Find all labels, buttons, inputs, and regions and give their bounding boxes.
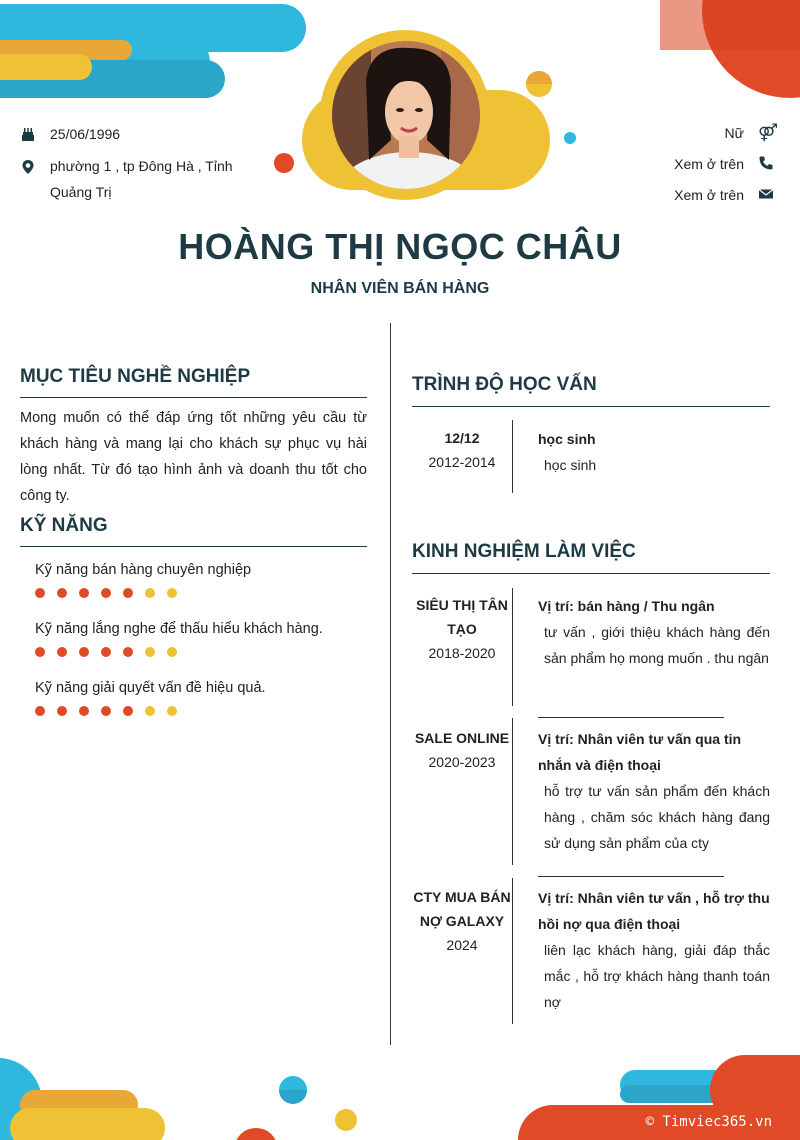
candidate-name: HOÀNG THỊ NGỌC CHÂU [178, 226, 622, 267]
objective-heading: MỤC TIÊU NGHỀ NGHIỆP [20, 366, 251, 387]
skill-rating [35, 647, 177, 657]
education-item-separator [512, 420, 513, 493]
experience-years: 2020-2023 [428, 754, 496, 770]
experience-company-1 [412, 593, 512, 665]
email-text: Xem ở trên [674, 187, 744, 203]
skills-divider [20, 546, 367, 547]
experience-company-name: SIÊU THỊ TÂN TẠO [416, 597, 508, 637]
education-dates [412, 426, 512, 474]
skill-rating-dot [79, 588, 89, 598]
skill-rating-dot [79, 647, 89, 657]
experience-details-1 [538, 593, 770, 671]
phone-icon [758, 155, 776, 173]
education-heading: TRÌNH ĐỘ HỌC VẤN [412, 374, 597, 395]
birthday-cake-icon [20, 126, 36, 142]
experience-item-divider [538, 717, 724, 718]
experience-description: liên lạc khách hàng, giải đáp thắc mắc , hỗ trợ khách hàng thanh toán nợ [544, 942, 770, 1010]
location-pin-icon [20, 157, 36, 173]
skill-rating-dot [35, 706, 45, 716]
experience-position: Vị trí: Nhân viên tư vấn , hỗ trợ thu hồi nợ qua điện thoại [538, 890, 770, 932]
objective-divider [20, 397, 367, 398]
skill-rating-dot [57, 588, 67, 598]
address-text: phường 1 , tp Đông Hà , Tỉnh Quảng Trị [50, 158, 233, 200]
experience-company-2 [412, 726, 512, 774]
skill-rating-dot [101, 706, 111, 716]
envelope-icon [758, 186, 776, 204]
skill-rating-dot [167, 588, 177, 598]
skill-rating-dot [35, 647, 45, 657]
skill-rating-dot [57, 706, 67, 716]
skill-rating-dot [79, 706, 89, 716]
skill-rating-dot [167, 706, 177, 716]
email-row [674, 186, 776, 204]
objective-text: Mong muốn có thể đáp ứng tốt những yêu cầu từ khách hàng và mang lại cho khách sự phục vụ hài lòng nhất. Từ đó tạo hình ảnh và doanh thu tốt cho công ty. [20, 410, 367, 504]
education-description: học sinh [544, 457, 597, 473]
experience-details-3 [538, 885, 770, 1015]
education-school: học sinh [538, 431, 596, 447]
skill-rating-dot [145, 647, 155, 657]
experience-position: Vị trí: Nhân viên tư vấn qua tin nhắn và điện thoại [538, 731, 742, 773]
skill-rating-dot [35, 588, 45, 598]
experience-years: 2018-2020 [428, 645, 496, 661]
experience-item-separator [512, 588, 513, 706]
avatar [331, 40, 481, 190]
skill-rating [35, 588, 177, 598]
skill-label: Kỹ năng giải quyết vấn đề hiệu quả. [35, 680, 266, 696]
top-right-decoration [660, 0, 800, 100]
footer-credit: © Timviec365.vn [645, 1114, 772, 1130]
experience-heading: KINH NGHIỆM LÀM VIỆC [412, 541, 636, 562]
top-left-decoration [0, 0, 320, 110]
experience-company-name: CTY MUA BÁN NỢ GALAXY [413, 889, 511, 929]
experience-company-name: SALE ONLINE [414, 730, 510, 746]
skill-label: Kỹ năng bán hàng chuyên nghiệp [35, 562, 252, 578]
education-grade: 12/12 [444, 430, 480, 446]
skill-rating-dot [123, 706, 133, 716]
education-divider [412, 406, 770, 407]
phone-text: Xem ở trên [674, 156, 744, 172]
phone-row [674, 155, 776, 173]
column-divider [390, 323, 391, 1045]
skill-label: Kỹ năng lắng nghe để thấu hiểu khách hàng. [35, 621, 323, 637]
experience-description: tư vấn , giới thiệu khách hàng đến sản phẩm họ mong muốn . thu ngân [544, 624, 770, 666]
skills-heading: KỸ NĂNG [20, 515, 108, 536]
bottom-left-decoration [0, 1050, 380, 1140]
decoration-dot [274, 153, 294, 173]
experience-item-separator [512, 718, 513, 865]
gender-row [725, 124, 776, 142]
skill-rating-dot [101, 588, 111, 598]
job-title: NHÂN VIÊN BÁN HÀNG [310, 280, 490, 297]
experience-description: hỗ trợ tư vấn sản phẩm đến khách hàng , chăm sóc khách hàng đang sử dụng sản phẩm của cty [544, 783, 770, 851]
address-row [20, 153, 275, 205]
experience-divider [412, 573, 770, 574]
experience-years: 2024 [446, 937, 478, 953]
skill-rating-dot [123, 647, 133, 657]
experience-item-divider [538, 876, 724, 877]
experience-company-3 [412, 885, 512, 957]
skill-rating-dot [145, 706, 155, 716]
skill-rating-dot [101, 647, 111, 657]
education-details [538, 426, 770, 478]
experience-position: Vị trí: bán hàng / Thu ngân [538, 598, 715, 614]
skill-rating-dot [123, 588, 133, 598]
birthday-row [20, 126, 120, 142]
gender-text: Nữ [724, 125, 744, 141]
experience-details-2 [538, 726, 770, 856]
skill-rating-dot [167, 647, 177, 657]
gender-icon: ⚤ [758, 123, 778, 142]
birthday-text: 25/06/1996 [50, 126, 121, 142]
skill-rating [35, 706, 177, 716]
skill-rating-dot [57, 647, 67, 657]
skill-rating-dot [145, 588, 155, 598]
education-years: 2012-2014 [428, 454, 496, 470]
experience-item-separator [512, 878, 513, 1024]
